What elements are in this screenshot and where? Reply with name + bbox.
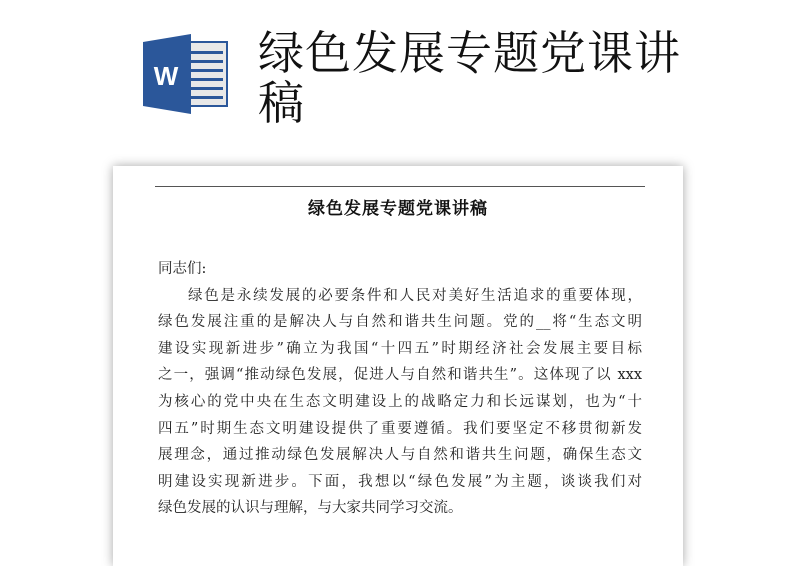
paragraph-line: 建设实现新进步”确立为我国“十四五”时期经济社会发展主要目标 [158,340,642,357]
word-document-icon [143,34,229,114]
paragraph-line: 展理念，通过推动绿色发展解决人与自然和谐共生问题，确保生态文 [158,447,642,464]
paragraph-line: 为核心的党中央在生态文明建设上的战略定力和长远谋划，也为“十 [158,393,642,410]
greeting: 同志们: [158,261,207,277]
paragraph-line: 之一，强调“推动绿色发展，促进人与自然和谐共生”。这体现了以 xxx [158,367,642,384]
paragraph-line: 绿色是永续发展的必要条件和人民对美好生活追求的重要体现， [188,287,642,304]
paragraph-line: 绿色发展注重的是解决人与自然和谐共生问题。党的__将“生态文明 [158,314,642,331]
paragraph-line: 明建设实现新进步。下面，我想以“绿色发展”为主题，谈谈我们对 [158,473,642,490]
document-page [113,166,683,566]
header-rule [155,186,645,187]
paragraph-line: 绿色发展的认识与理解，与大家共同学习交流。 [158,500,463,517]
document-body [158,256,642,522]
document-title: 绿色发展专题党课讲稿 [308,199,488,219]
paragraph-line: 四五”时期生态文明建设提供了重要遵循。我们要坚定不移贯彻新发 [158,420,642,437]
page-title: 绿色发展专题党课讲稿 [258,26,681,130]
svg-text:W: W [153,61,179,91]
